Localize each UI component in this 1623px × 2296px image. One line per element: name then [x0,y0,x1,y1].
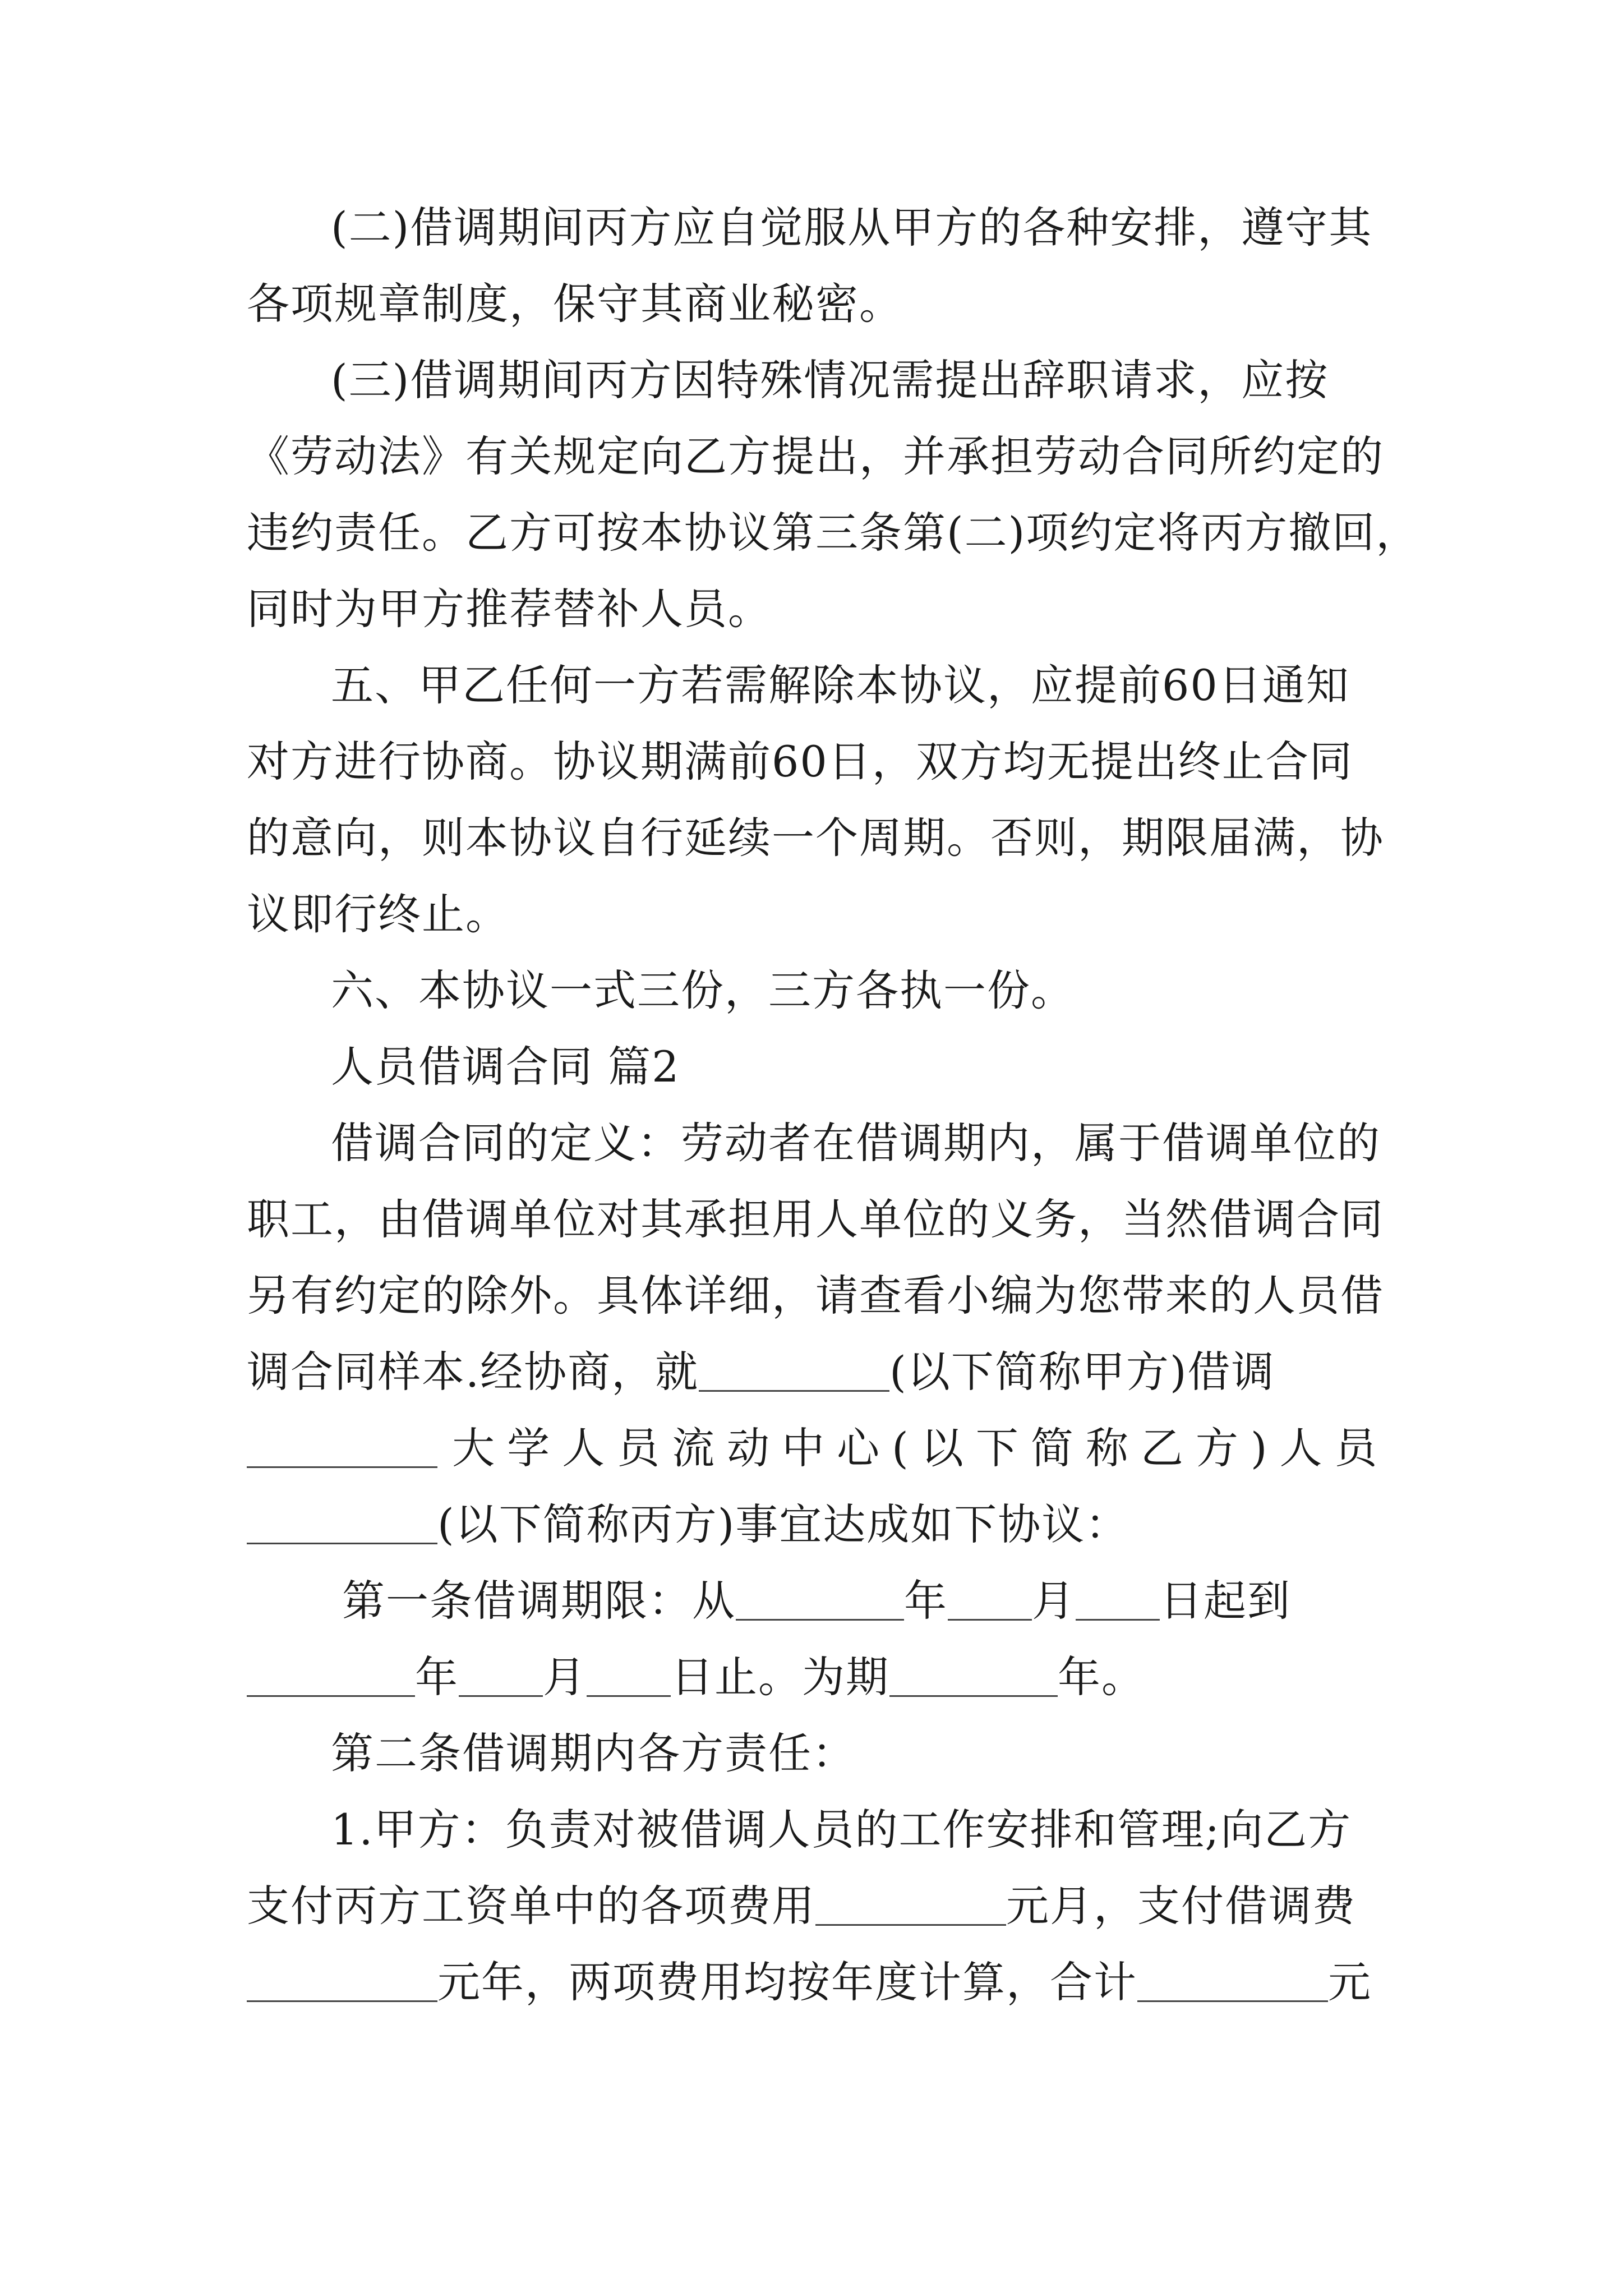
text-segment: 支付丙方工资单中的各项费用 [247,1881,815,1931]
text-line [247,1868,1380,1944]
text-segment: 年。 [1058,1652,1145,1702]
text-line: 违约责任。乙方可按本协议第三条第(二)项约定将丙方撤回， [247,508,1420,558]
blank-field [247,1424,437,1468]
text-segment: 年 [415,1652,459,1702]
text-line: 对方进行协商。协议期满前60日，双方均无提出终止合同 [247,737,1353,786]
blank-field [699,1347,889,1392]
text-segment: 大学人员流动中心(以下简称乙方)人员 [452,1423,1390,1473]
text-line: 职工，由借调单位对其承担用人单位的义务，当然借调合同 [247,1194,1384,1244]
text-line [247,1334,1380,1410]
text-segment: 月 [543,1652,587,1702]
text-line [247,1487,1380,1563]
text-line [247,1563,1380,1639]
text-segment: 元月，支付借调费 [1006,1881,1356,1931]
blank-field [587,1653,671,1697]
text-line [247,1944,1380,2021]
section-heading: 人员借调合同 篇2 [331,1042,680,1092]
text-line: 1.甲方：负责对被借调人员的工作安排和管理;向乙方 [331,1805,1352,1855]
text-line: 各项规章制度，保守其商业秘密。 [247,279,903,329]
blank-field [247,1958,437,2002]
document-body [247,190,1420,2021]
text-segment: 元 [1328,1957,1372,2007]
text-segment: 日止。为期 [671,1652,889,1702]
text-segment: 月 [1032,1576,1076,1626]
blank-field [815,1881,1006,1926]
text-line: 五、甲乙任何一方若需解除本协议，应提前60日通知 [331,660,1350,710]
blank-field [247,1500,437,1544]
text-line: 《劳动法》有关规定向乙方提出，并承担劳动合同所约定的 [247,431,1384,481]
blank-field [1076,1576,1160,1621]
blank-field [459,1653,543,1697]
text-line: 同时为甲方推荐替补人员。 [247,584,772,634]
blank-field [247,1653,415,1697]
text-segment: 调合同样本.经协商，就 [247,1347,699,1397]
text-line [247,1410,1390,1487]
text-line: 六、本协议一式三份，三方各执一份。 [331,965,1075,1015]
text-line: 议即行终止。 [247,889,509,939]
text-line: (二)借调期间丙方应自觉服从甲方的各种安排，遵守其 [331,203,1373,252]
text-line [247,1639,1380,1715]
text-segment: 第一条借调期限：从 [342,1576,736,1626]
blank-field [736,1576,904,1621]
text-line: 的意向，则本协议自行延续一个周期。否则，期限届满，协 [247,813,1384,863]
text-line: (三)借调期间丙方因特殊情况需提出辞职请求，应按 [331,355,1329,405]
blank-field [1137,1958,1328,2002]
text-segment: (以下简称丙方)事宜达成如下协议： [437,1499,1129,1549]
text-line: 另有约定的除外。具体详细，请查看小编为您带来的人员借 [247,1271,1384,1320]
text-segment: (以下简称甲方)借调 [889,1347,1275,1397]
blank-field [889,1653,1058,1697]
text-segment: 元年，两项费用均按年度计算，合计 [437,1957,1137,2007]
text-segment: 日起到 [1160,1576,1291,1626]
blank-field [948,1576,1032,1621]
text-line: 第二条借调期内各方责任： [331,1728,856,1778]
text-line: 借调合同的定义：劳动者在借调期内，属于借调单位的 [331,1118,1381,1168]
text-segment: 年 [904,1576,948,1626]
